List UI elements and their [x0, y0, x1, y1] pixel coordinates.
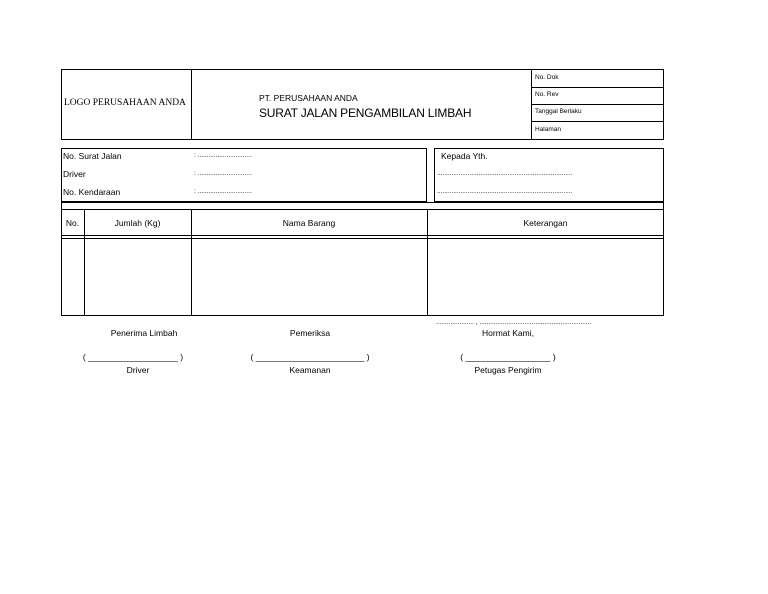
header-divider-left	[191, 69, 192, 140]
value-kendaraan: : ..............................	[194, 188, 252, 195]
label-kendaraan: No. Kendaraan	[63, 187, 121, 197]
label-surat-jalan: No. Surat Jalan	[63, 151, 122, 161]
recipient-label: Kepada Yth.	[441, 151, 488, 161]
meta-revision: No. Rev	[535, 91, 559, 98]
value-surat-jalan: : ..............................	[194, 152, 252, 159]
meta-page: Halaman	[535, 126, 562, 133]
meta-divider-2	[531, 104, 664, 105]
meta-divider-3	[531, 121, 664, 122]
meta-doc-number: No. Dok	[535, 74, 559, 81]
col-header-nama-barang: Nama Barang	[282, 218, 336, 228]
table-header-bottom-1	[61, 235, 664, 236]
recipient-line-1: ...........................................................................	[437, 170, 573, 177]
date-place-line: ..................... , ..............................................................	[436, 319, 592, 326]
role-petugas-pengirim: Petugas Pengirim	[474, 365, 542, 375]
signature-line-petugas: ( __________________ )	[460, 352, 556, 362]
closing-hormat-kami: Hormat Kami,	[482, 328, 534, 338]
meta-effective-date: Tanggal Berlaku	[535, 108, 582, 115]
recipient-line-2: ...........................................................................	[437, 188, 573, 195]
company-name: PT. PERUSAHAAN ANDA	[259, 93, 358, 103]
signature-line-keamanan: ( _______________________ )	[250, 352, 370, 362]
meta-divider-1	[531, 87, 664, 88]
role-driver: Driver	[126, 365, 150, 375]
role-penerima-limbah: Penerima Limbah	[110, 328, 178, 338]
document-title: SURAT JALAN PENGAMBILAN LIMBAH	[259, 106, 472, 120]
table-header-bottom-2	[61, 238, 664, 239]
value-driver: : ..............................	[194, 170, 252, 177]
col-header-jumlah: Jumlah (Kg)	[114, 218, 161, 228]
role-pemeriksa: Pemeriksa	[289, 328, 331, 338]
label-driver: Driver	[63, 169, 86, 179]
role-keamanan: Keamanan	[289, 365, 331, 375]
signature-line-driver: ( ___________________ )	[82, 352, 184, 362]
company-logo: LOGO PERUSAHAAN ANDA	[64, 98, 186, 108]
table-header-top	[61, 209, 664, 210]
col-header-keterangan: Keterangan	[523, 218, 568, 228]
col-header-no: No.	[65, 218, 80, 228]
